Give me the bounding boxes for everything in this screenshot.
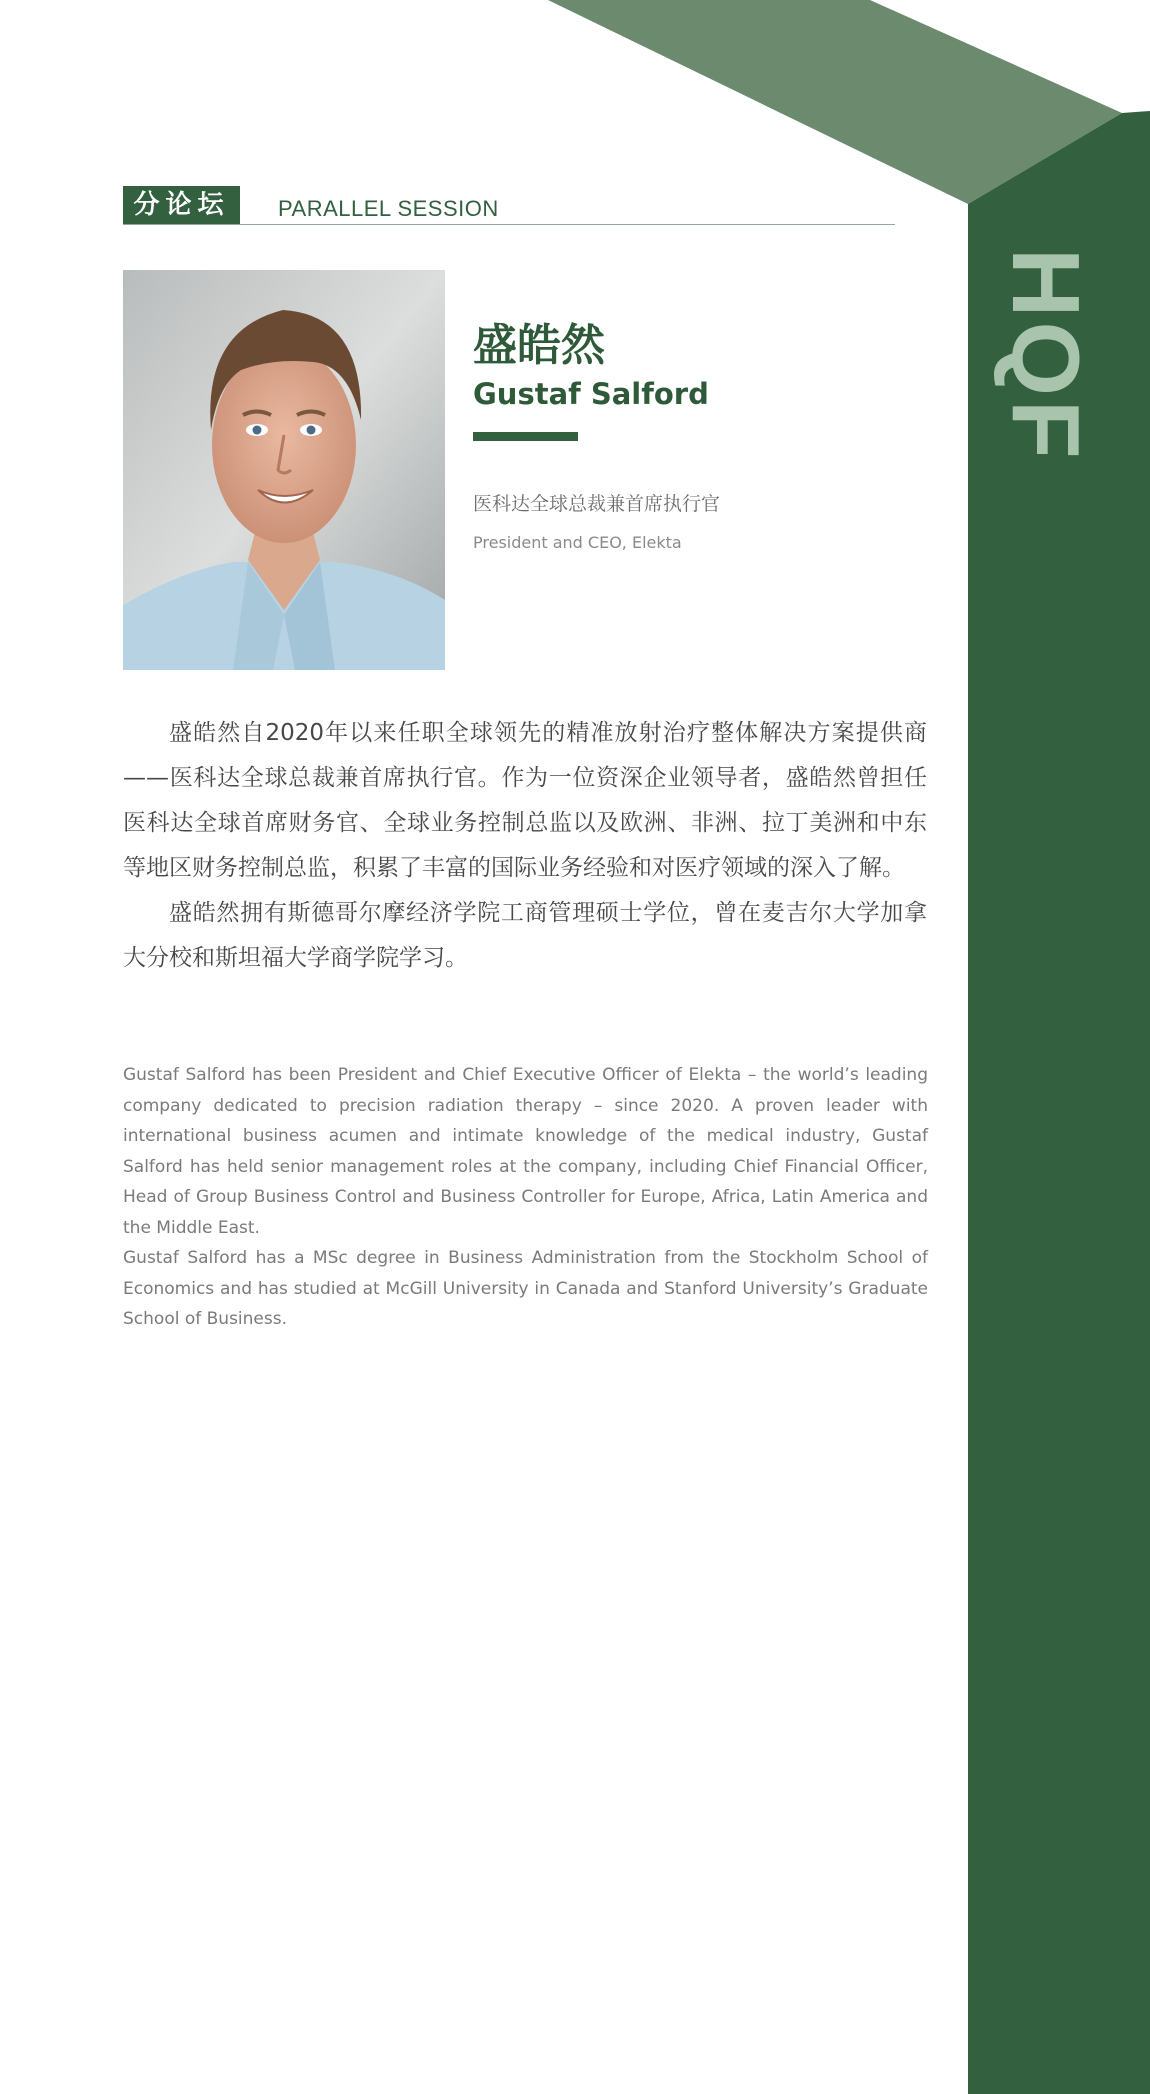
speaker-name-cn: 盛皓然 xyxy=(473,320,605,371)
speaker-photo xyxy=(123,270,445,670)
bio-english xyxy=(123,1060,928,1335)
speaker-title-en: President and CEO, Elekta xyxy=(473,533,682,552)
name-underline-bar xyxy=(473,432,578,441)
speaker-name-en: Gustaf Salford xyxy=(473,377,709,411)
bio-en-paragraph: Gustaf Salford has been President and Chief Executive Officer of Elekta – the world’s leading company dedicated to precision radiation therapy – since 2020. A proven leader with international business acumen and intimate knowledge of the medical industry, Gustaf Salford has held senior management roles at the company, including Chief Financial Officer, Head of Group Business Control and Business Controller for Europe, Africa, Latin America and the Middle East. xyxy=(123,1065,928,1238)
section-tag: 分论坛 xyxy=(123,186,240,224)
bio-cn-paragraph: 盛皓然自2020年以来任职全球领先的精准放射治疗整体解决方案提供商——医科达全球总裁兼首席执行官。作为一位资深企业领导者，盛皓然曾担任医科达全球首席财务官、全球业务控制总监以及欧洲、非洲、拉丁美洲和中东等地区财务控制总监，积累了丰富的国际业务经验和对医疗领域的深入了解。 xyxy=(123,720,927,881)
sidebar-logo-text: HQF xyxy=(992,248,1099,463)
speaker-title-cn: 医科达全球总裁兼首席执行官 xyxy=(473,493,721,515)
section-header xyxy=(123,186,895,226)
bio-cn-paragraph: 盛皓然拥有斯德哥尔摩经济学院工商管理硕士学位，曾在麦吉尔大学加拿大分校和斯坦福大学商学院学习。 xyxy=(123,900,927,971)
bio-en-paragraph: Gustaf Salford has a MSc degree in Business Administration from the Stockholm School of Economics and has studied at McGill University in Canada and Stanford University’s Graduate School of Business. xyxy=(123,1248,928,1329)
bio-chinese xyxy=(123,711,927,981)
header-divider xyxy=(123,224,895,225)
section-label: PARALLEL SESSION xyxy=(278,196,499,221)
